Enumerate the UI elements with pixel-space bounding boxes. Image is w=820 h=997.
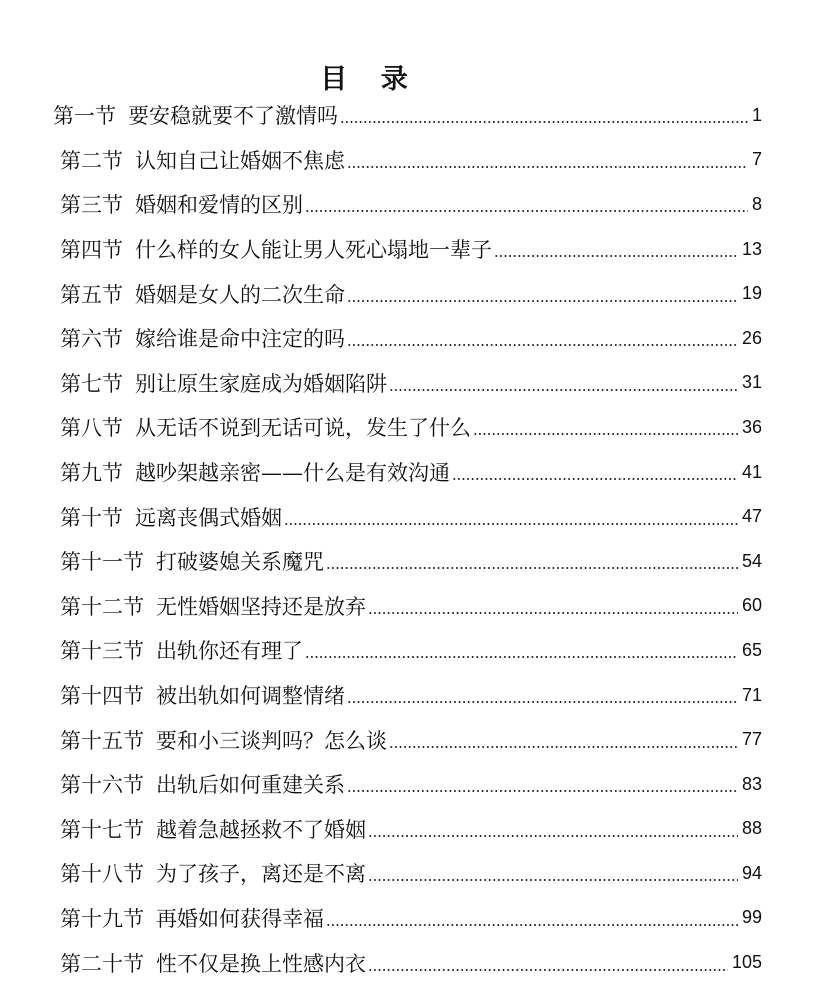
toc-page-number: 19 — [741, 283, 762, 304]
toc-page-number: 1 — [751, 104, 762, 125]
toc-chapter-title: 被出轨如何调整情绪 — [156, 684, 345, 709]
toc-section-number: 第三节 — [60, 193, 123, 218]
toc-entry[interactable] — [0, 405, 820, 450]
toc-dot-leader — [389, 746, 738, 748]
toc-chapter-title: 远离丧偶式婚姻 — [135, 505, 282, 530]
toc-page-number: 7 — [751, 149, 762, 170]
toc-dot-leader — [494, 255, 738, 257]
toc-chapter-title: 越着急越拯救不了婚姻 — [156, 817, 366, 842]
toc-dot-leader — [473, 433, 738, 435]
toc-dot-leader — [305, 210, 748, 212]
toc-section-number: 第五节 — [60, 282, 123, 307]
toc-page-number: 65 — [741, 639, 762, 660]
toc-chapter-title: 要安稳就要不了激情吗 — [128, 104, 338, 129]
toc-page-number: 26 — [741, 327, 762, 348]
toc-section-number: 第十节 — [60, 505, 123, 530]
toc-chapter-title: 什么样的女人能让男人死心塌地一辈子 — [135, 238, 492, 263]
toc-chapter-title: 性不仅是换上性感内衣 — [156, 951, 366, 976]
toc-section-number: 第十二节 — [60, 594, 144, 619]
toc-entry[interactable] — [0, 628, 820, 673]
toc-entry[interactable] — [0, 93, 820, 138]
toc-entry[interactable] — [0, 361, 820, 406]
toc-page-number: 99 — [741, 907, 762, 928]
toc-page-number: 36 — [741, 416, 762, 437]
toc-chapter-title: 打破婆媳关系魔咒 — [156, 550, 324, 575]
toc-chapter-title: 无性婚姻坚持还是放弃 — [156, 594, 366, 619]
toc-chapter-title: 嫁给谁是命中注定的吗 — [135, 327, 345, 352]
toc-entry[interactable] — [0, 450, 820, 495]
toc-dot-leader — [389, 389, 738, 391]
toc-page-number: 54 — [741, 550, 762, 571]
toc-dot-leader — [326, 924, 738, 926]
toc-entry[interactable] — [0, 494, 820, 539]
toc-page-number: 105 — [731, 952, 762, 973]
toc-page-number: 47 — [741, 506, 762, 527]
toc-dot-leader — [284, 523, 738, 525]
toc-page-number: 71 — [741, 684, 762, 705]
toc-section-number: 第十六节 — [60, 773, 144, 798]
toc-dot-leader — [368, 835, 738, 837]
toc-page-number: 60 — [741, 595, 762, 616]
toc-chapter-title: 别让原生家庭成为婚姻陷阱 — [135, 371, 387, 396]
toc-list — [0, 93, 820, 985]
toc-entry[interactable] — [0, 717, 820, 762]
toc-chapter-title: 认知自己让婚姻不焦虑 — [135, 148, 345, 173]
toc-section-number: 第六节 — [60, 327, 123, 352]
toc-section-number: 第二节 — [60, 148, 123, 173]
toc-section-number: 第十三节 — [60, 639, 144, 664]
toc-section-number: 第十一节 — [60, 550, 144, 575]
toc-dot-leader — [347, 300, 738, 302]
toc-dot-leader — [452, 478, 738, 480]
toc-dot-leader — [368, 969, 728, 971]
toc-dot-leader — [368, 612, 738, 614]
toc-page-number: 8 — [751, 193, 762, 214]
toc-dot-leader — [347, 344, 738, 346]
toc-entry[interactable] — [0, 271, 820, 316]
toc-entry[interactable] — [0, 584, 820, 629]
toc-entry[interactable] — [0, 851, 820, 896]
toc-chapter-title: 从无话不说到无话可说，发生了什么 — [135, 416, 471, 441]
toc-dot-leader — [347, 166, 748, 168]
toc-entry[interactable] — [0, 896, 820, 941]
toc-page-number: 77 — [741, 729, 762, 750]
toc-page-number: 31 — [741, 372, 762, 393]
page-title: 目 录 — [320, 64, 420, 96]
toc-section-number: 第十八节 — [60, 862, 144, 887]
toc-entry[interactable] — [0, 807, 820, 852]
toc-dot-leader — [368, 879, 738, 881]
toc-section-number: 第二十节 — [60, 951, 144, 976]
toc-dot-leader — [305, 656, 738, 658]
toc-entry[interactable] — [0, 673, 820, 718]
toc-chapter-title: 再婚如何获得幸福 — [156, 906, 324, 931]
toc-section-number: 第十七节 — [60, 817, 144, 842]
toc-section-number: 第十四节 — [60, 684, 144, 709]
toc-section-number: 第十五节 — [60, 728, 144, 753]
toc-chapter-title: 出轨后如何重建关系 — [156, 773, 345, 798]
toc-chapter-title: 婚姻和爱情的区别 — [135, 193, 303, 218]
toc-chapter-title: 越吵架越亲密——什么是有效沟通 — [135, 461, 450, 486]
toc-page-number: 13 — [741, 238, 762, 259]
toc-entry[interactable] — [0, 182, 820, 227]
toc-entry[interactable] — [0, 227, 820, 272]
toc-chapter-title: 出轨你还有理了 — [156, 639, 303, 664]
toc-page-number: 88 — [741, 818, 762, 839]
toc-page-number: 94 — [741, 862, 762, 883]
toc-chapter-title: 要和小三谈判吗？怎么谈 — [156, 728, 387, 753]
toc-entry[interactable] — [0, 762, 820, 807]
toc-section-number: 第十九节 — [60, 906, 144, 931]
toc-chapter-title: 婚姻是女人的二次生命 — [135, 282, 345, 307]
toc-dot-leader — [326, 567, 738, 569]
toc-page-number: 83 — [741, 773, 762, 794]
toc-section-number: 第七节 — [60, 371, 123, 396]
toc-dot-leader — [340, 121, 748, 123]
toc-chapter-title: 为了孩子，离还是不离 — [156, 862, 366, 887]
toc-dot-leader — [347, 701, 738, 703]
toc-entry[interactable] — [0, 539, 820, 584]
toc-entry[interactable] — [0, 940, 820, 985]
toc-entry[interactable] — [0, 138, 820, 183]
toc-page-number: 41 — [741, 461, 762, 482]
toc-entry[interactable] — [0, 316, 820, 361]
toc-section-number: 第四节 — [60, 238, 123, 263]
toc-section-number: 第九节 — [60, 461, 123, 486]
toc-dot-leader — [347, 790, 738, 792]
toc-section-number: 第一节 — [53, 104, 116, 129]
toc-section-number: 第八节 — [60, 416, 123, 441]
